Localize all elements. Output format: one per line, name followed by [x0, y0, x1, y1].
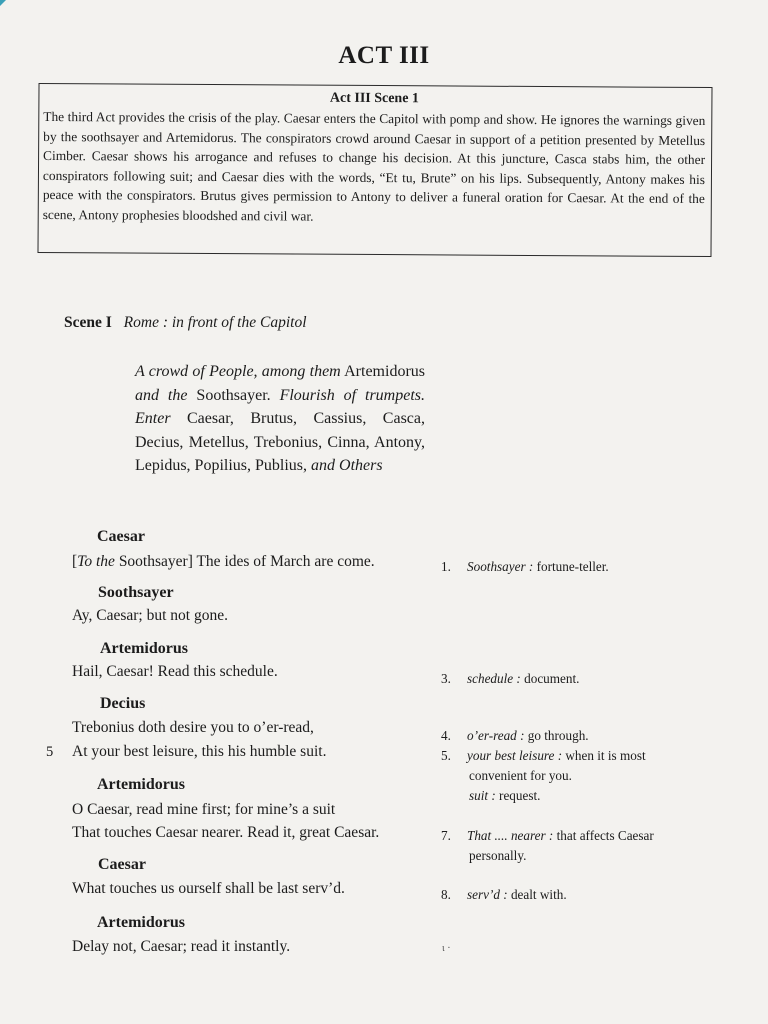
note-definition: go through.: [527, 728, 589, 743]
gloss-note: [441, 826, 731, 866]
note-definition: dealt with.: [510, 887, 567, 902]
note-number: 8.: [441, 887, 451, 902]
note-definition: request.: [499, 788, 541, 803]
speaker-name: Artemidorus: [97, 914, 185, 931]
stage-direction-part: and Others: [311, 457, 383, 474]
note-number: 4.: [441, 728, 451, 743]
stage-direction: [135, 360, 425, 478]
note-definition: document.: [524, 671, 580, 686]
corner-mark: [0, 0, 6, 6]
scene-heading: [64, 314, 307, 332]
stray-mark: ι ·: [442, 943, 451, 954]
scene-place: Rome : in front of the Capitol: [123, 314, 307, 331]
gloss-note: [441, 669, 731, 689]
summary-box: [37, 83, 712, 257]
note-term: o’er-read :: [467, 728, 525, 743]
act-title: ACT III: [338, 42, 430, 69]
dialogue-line: Delay not, Caesar; read it instantly.: [72, 938, 291, 955]
dialogue-line: Hail, Caesar! Read this schedule.: [72, 663, 278, 680]
scene-label: Scene I: [64, 314, 112, 331]
speaker-name: Caesar: [97, 528, 145, 545]
gloss-note: [441, 885, 731, 905]
dialogue-line: At your best leisure, this his humble suit.: [72, 743, 327, 760]
line-number: 5: [46, 744, 54, 760]
note-number: 5.: [441, 748, 451, 763]
note-definition: when it is most: [565, 748, 646, 763]
note-term: Soothsayer :: [467, 559, 534, 574]
summary-heading: Act III Scene 1: [329, 90, 419, 107]
note-number: 7.: [441, 828, 451, 843]
stage-dir-name: Soothsayer]: [118, 553, 193, 570]
gloss-note: [441, 746, 731, 806]
note-term: schedule :: [467, 671, 521, 686]
dialogue-line: What touches us ourself shall be last serv’d.: [72, 880, 345, 897]
note-definition: that affects Caesar: [556, 828, 654, 843]
note-term: your best leisure :: [467, 748, 563, 763]
note-continuation: convenient for you.: [469, 768, 572, 783]
gloss-note: [441, 726, 731, 746]
note-term: suit :: [469, 788, 496, 803]
stage-direction-name: Soothsayer.: [196, 386, 271, 404]
dialogue-line: Ay, Caesar; but not gone.: [72, 607, 228, 624]
stage-direction-name: Caesar, Brutus, Cassius, Casca, Decius, Metellus, Trebonius, Cinna, Antony, Lepidus, Popilius, Publius,: [135, 410, 425, 474]
summary-text: The third Act provides the crisis of the play. Caesar enters the Capitol with pomp and show. He ignores the warnings given by the soothsayer and Artemidorus. The conspirators crowd around Caesar in support of a petition presented by Metellus Cimber. Caesar shows his arrogance and refuses to change his decision. At this juncture, Casca stabs him, the other conspirators following suit; and Caesar dies with the words, “Et tu, Brute” on his lips. Subsequently, Antony makes his peace with the conspirators. Brutus gives permission to Antony to deliver a funeral oration for Caesar. At the end of the scene, Antony prophesies bloodshed and civil war.: [42, 108, 706, 224]
stage-dir-italic: To the: [77, 553, 115, 570]
stage-dir-bracket: [: [72, 553, 78, 570]
note-number: 3.: [441, 671, 451, 686]
note-term: serv’d :: [467, 887, 508, 902]
note-subentry: [441, 786, 731, 806]
note-definition: fortune-teller.: [536, 559, 609, 574]
note-number: 1.: [441, 559, 451, 574]
speaker-name: Artemidorus: [97, 776, 185, 793]
dialogue-line: O Caesar, read mine first; for mine’s a suit: [72, 801, 336, 818]
note-continuation: personally.: [469, 848, 527, 863]
speaker-name: Decius: [100, 695, 146, 712]
speaker-name: Caesar: [98, 856, 146, 873]
stage-direction-name: Artemidorus: [344, 363, 425, 380]
note-term: That .... nearer :: [467, 828, 554, 843]
stage-direction-part: and the: [135, 386, 188, 404]
dialogue-line: [72, 553, 375, 571]
gloss-note: [441, 557, 731, 577]
speaker-name: Artemidorus: [100, 640, 188, 657]
dialogue-line: Trebonius doth desire you to o’er-read,: [72, 719, 314, 736]
line-text: The ides of March are come.: [196, 553, 375, 570]
stage-direction-part: A crowd of People, among them: [135, 363, 341, 380]
dialogue-line: That touches Caesar nearer. Read it, great Caesar.: [72, 824, 380, 841]
stage-direction-part: Flourish of trumpets. Enter: [135, 386, 426, 427]
speaker-name: Soothsayer: [98, 584, 174, 601]
